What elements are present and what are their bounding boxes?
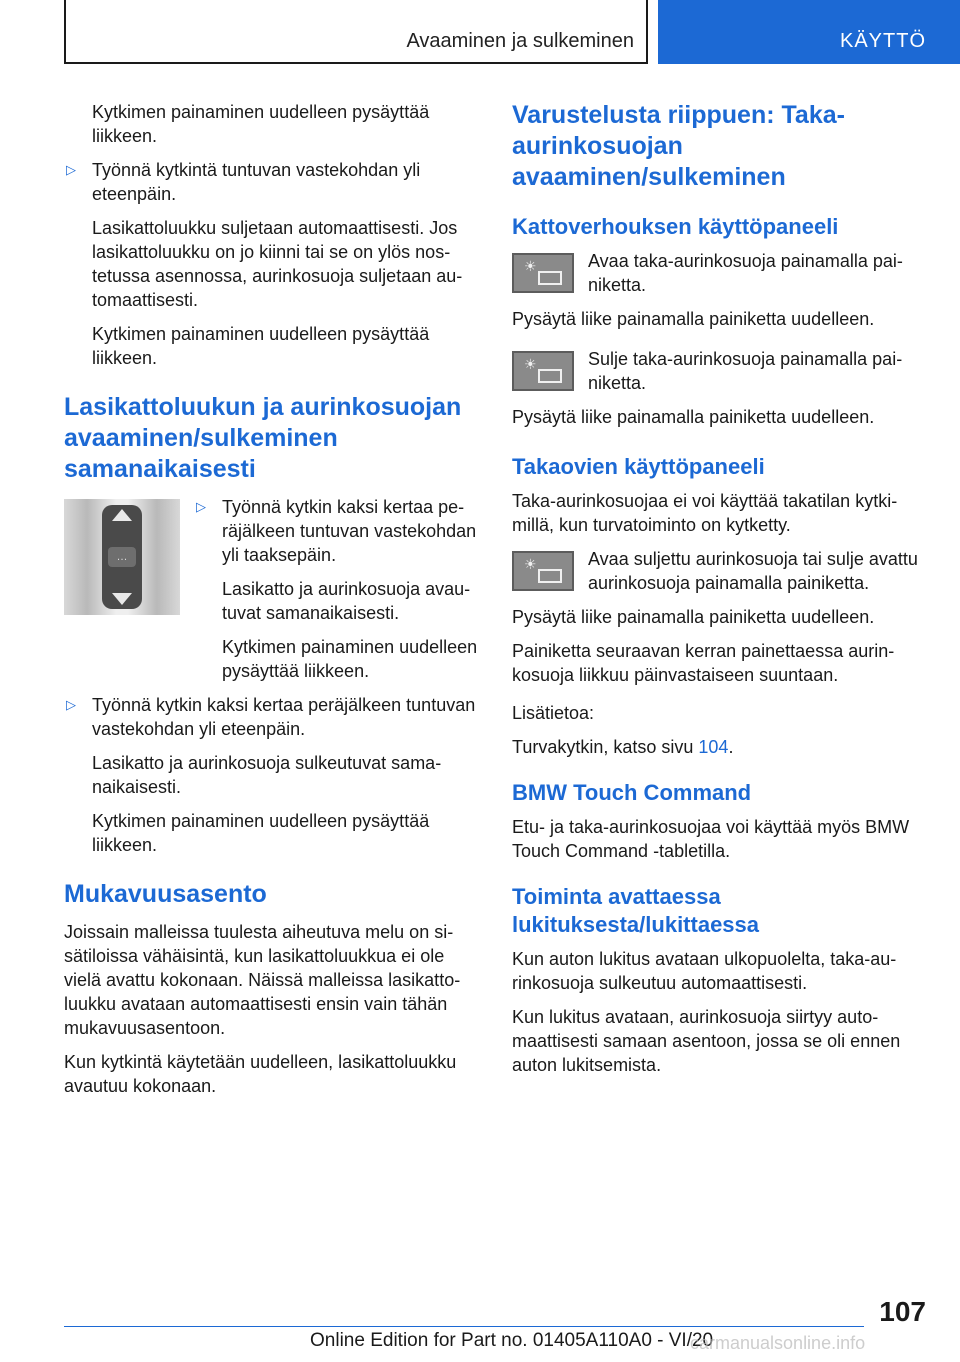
- cross-reference: Turvakytkin, katso sivu 104.: [512, 737, 734, 757]
- subsection-heading: Takaovien käyttöpaneeli: [512, 454, 765, 479]
- instruction-step: [64, 693, 478, 741]
- subheading-block: [512, 453, 922, 481]
- sunshade-close-button-icon: ☀: [512, 351, 574, 391]
- paragraph: Kun kytkintä käytetään uudelleen, lasikattoluukku avautuu kokonaan.: [64, 1052, 457, 1096]
- left-column: [64, 100, 478, 1108]
- sunshade-open-button-icon: ☀: [512, 253, 574, 293]
- button-description: Avaa taka-aurinkosuoja painamalla painiketta.: [588, 251, 903, 295]
- open-button-block: [512, 249, 922, 299]
- instruction-step: [194, 495, 478, 567]
- header-title: Avaaminen ja sulkeminen: [406, 30, 634, 52]
- heading-block: [512, 100, 922, 193]
- switch-knob-icon: …: [108, 547, 136, 567]
- paragraph: Kytkimen painaminen uudelleen pysäyttää liikkeen.: [92, 324, 430, 368]
- footer-edition: Online Edition for Part no. 01405A110A0 - VI/20: [310, 1330, 714, 1351]
- header-section-tab: [658, 0, 960, 64]
- page-header: [0, 0, 960, 66]
- paragraph: Etu- ja taka-aurinkosuojaa voi käyttää myös BMW Touch Command -tabletilla.: [512, 817, 910, 861]
- paragraph: Kun auton lukitus avataan ulkopuolelta, taka-aurinkosuoja sulkeutuu automaattisesti.: [512, 949, 897, 993]
- paragraph: Lasikatto ja aurinkosuoja avautuvat samanaikaisesti.: [222, 579, 471, 623]
- subheading-block: [512, 213, 922, 241]
- triangle-right-icon: ▷: [66, 162, 76, 177]
- paragraph: Pysäytä liike painamalla painiketta uudelleen.: [512, 407, 875, 427]
- paragraph: Kytkimen painaminen uudelleen pysäyttää liikkeen.: [92, 102, 430, 146]
- section-heading: Mukavuusasento: [64, 880, 267, 908]
- instruction-step: [64, 158, 478, 206]
- step-text: Työnnä kytkin kaksi kertaa peräjälkeen tuntuvan vastekohdan yli taaksepäin.: [222, 497, 477, 565]
- paragraph: Kytkimen painaminen uudelleen pysäyttää liikkeen.: [92, 811, 430, 855]
- paragraph: Painiketta seuraavan kerran painettaessa aurinkosuoja liikkuu päinvastaiseen suuntaan.: [512, 641, 895, 685]
- paragraph: Taka-aurinkosuojaa ei voi käyttää takatilan kytkimillä, kun turvatoiminto on kytketty.: [512, 491, 898, 535]
- section-heading: Varustelusta riippuen: Taka-aurinkosuojan avaaminen/sulkeminen: [512, 101, 845, 191]
- arrow-up-icon: [112, 509, 132, 521]
- door-button-block: [512, 547, 922, 597]
- subsection-heading: BMW Touch Command: [512, 780, 752, 805]
- switch-illustration-block: [64, 495, 478, 683]
- arrow-down-icon: [112, 593, 132, 605]
- subheading-block: [512, 883, 922, 939]
- paragraph: Kytkimen painaminen uudelleen pysäyttää liikkeen.: [222, 637, 478, 681]
- section-heading: Lasikattoluukun ja aurinkosuojan avaaminen/sulkeminen samanaikaisesti: [64, 393, 462, 483]
- watermark: carmanualsonline.info: [690, 1333, 866, 1353]
- triangle-right-icon: ▷: [196, 499, 206, 514]
- step-text: Työnnä kytkintä tuntuvan vastekohdan yli eteenpäin.: [92, 160, 421, 204]
- step-text: Työnnä kytkin kaksi kertaa peräjälkeen tuntuvan vastekohdan yli eteenpäin.: [92, 695, 476, 739]
- header-title-box: [64, 0, 648, 64]
- paragraph: Joissain malleissa tuulesta aiheutuva melu on sisätiloissa vähäisintä, kun lasikattoluukkua ei ole vielä avattu kokonaan. Näissä malleissa lasikattoluukku avataan automaattisesti ensin vain tähän mukavuusasentoon.: [64, 922, 461, 1038]
- footer-divider: [64, 1326, 864, 1327]
- page-reference-link[interactable]: 104: [698, 737, 729, 757]
- triangle-right-icon: ▷: [66, 697, 76, 712]
- right-column: [512, 100, 922, 1087]
- paragraph: Lasikatto ja aurinkosuoja sulkeutuvat samanaikaisesti.: [92, 753, 442, 797]
- subheading-block: [512, 779, 922, 807]
- heading-block: [64, 392, 478, 485]
- close-button-block: [512, 347, 922, 397]
- button-description: Avaa suljettu aurinkosuoja tai sulje avattu aurinkosuoja painamalla painiketta.: [588, 549, 918, 593]
- paragraph: Pysäytä liike painamalla painiketta uudelleen.: [512, 607, 875, 627]
- roof-switch-image: [64, 499, 180, 615]
- button-description: Sulje taka-aurinkosuoja painamalla painiketta.: [588, 349, 903, 393]
- subsection-heading: Toiminta avattaessa lukituksesta/lukittaessa: [512, 884, 760, 937]
- paragraph: Lasikattoluukku suljetaan automaattisesti. Jos lasikattoluukku on jo kiinni tai se on ylös nostetussa asennossa, aurinkosuoja suljetaan automaattisesti.: [92, 218, 463, 310]
- header-section-label: KÄYTTÖ: [839, 30, 926, 52]
- heading-block: [64, 879, 478, 910]
- paragraph: Pysäytä liike painamalla painiketta uudelleen.: [512, 309, 875, 329]
- subsection-heading: Kattoverhouksen käyttöpaneeli: [512, 214, 839, 239]
- sunshade-door-button-icon: ☀: [512, 551, 574, 591]
- page-number: 107: [879, 1296, 926, 1327]
- illustration-text: [194, 495, 478, 683]
- more-info-label: Lisätietoa:: [512, 703, 595, 723]
- paragraph: Kun lukitus avataan, aurinkosuoja siirtyy automaattisesti samaan asentoon, jossa se oli ennen auton lukitsemista.: [512, 1007, 901, 1075]
